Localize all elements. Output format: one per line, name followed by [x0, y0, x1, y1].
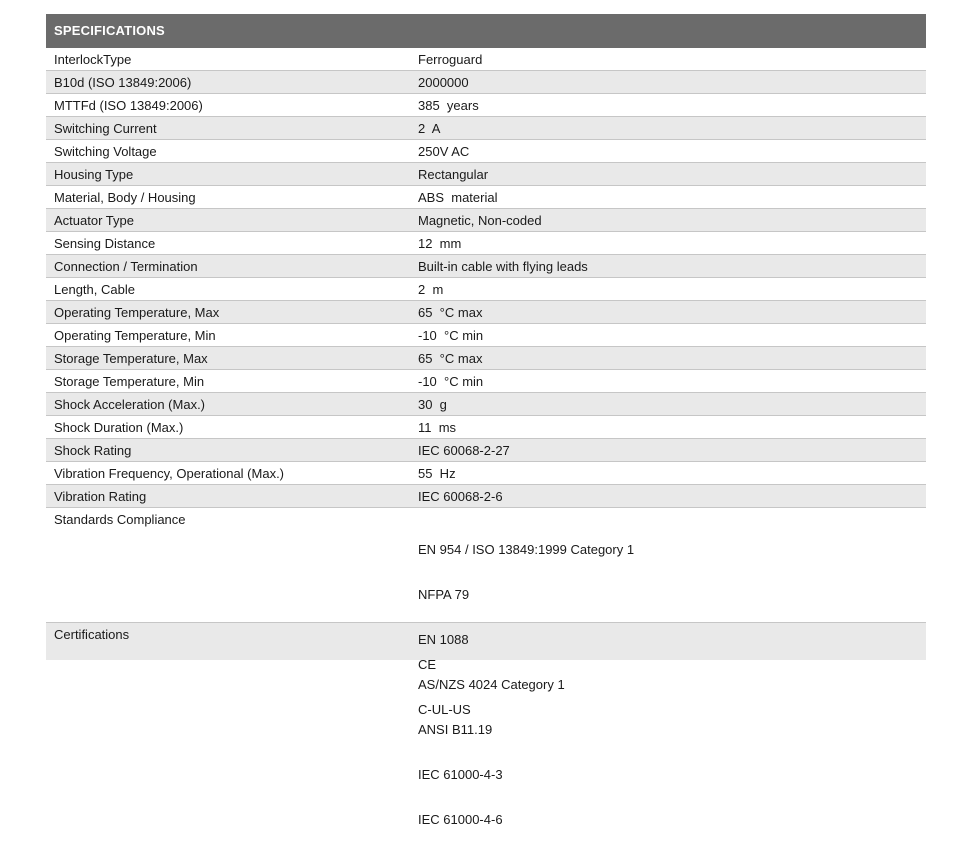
row-label: Length, Cable [54, 282, 135, 297]
specifications-table [46, 14, 926, 827]
table-row [46, 94, 926, 117]
row-value: ABS material [418, 190, 498, 205]
table-row [46, 255, 926, 278]
table-row [46, 232, 926, 255]
row-value: 30 g [418, 397, 447, 412]
table-row [46, 140, 926, 163]
row-label: Operating Temperature, Min [54, 328, 216, 343]
table-row [46, 186, 926, 209]
table-row [46, 347, 926, 370]
row-value: IEC 60068-2-27 [418, 443, 510, 458]
certification-line: CE [418, 657, 437, 672]
table-row [46, 416, 926, 439]
row-value: Ferroguard [418, 52, 483, 67]
row-value: 11 ms [418, 420, 457, 435]
row-value: Magnetic, Non-coded [418, 213, 542, 228]
row-label: Storage Temperature, Min [54, 374, 205, 389]
table-row [46, 370, 926, 393]
row-label: B10d (ISO 13849:2006) [54, 75, 192, 90]
table-row [46, 301, 926, 324]
standard-line: ANSI B11.19 [418, 722, 493, 737]
row-value: 385 years [418, 98, 479, 113]
row-label: Shock Acceleration (Max.) [54, 397, 206, 412]
row-value: 65 °C max [418, 351, 483, 366]
row-value: 250V AC [418, 144, 470, 159]
row-label: MTTFd (ISO 13849:2006) [54, 98, 203, 113]
row-value: -10 °C min [418, 328, 484, 343]
row-label: Switching Current [54, 121, 157, 136]
row-label: Shock Duration (Max.) [54, 420, 184, 435]
row-label: Actuator Type [54, 213, 134, 228]
table-row [46, 393, 926, 416]
row-label: Housing Type [54, 167, 134, 182]
row-label: InterlockType [54, 52, 132, 67]
table-row [46, 324, 926, 347]
table-row [46, 485, 926, 508]
table-row [46, 71, 926, 94]
row-value: 55 Hz [418, 466, 456, 481]
row-label: Storage Temperature, Max [54, 351, 208, 366]
row-value: 2000000 [418, 75, 469, 90]
table-row [46, 117, 926, 140]
table-row [46, 278, 926, 301]
standard-line: NFPA 79 [418, 587, 470, 602]
table-row [46, 48, 926, 71]
row-value: 65 °C max [418, 305, 483, 320]
row-label: Material, Body / Housing [54, 190, 196, 205]
row-label: Connection / Termination [54, 259, 198, 274]
table-row [46, 462, 926, 485]
certification-line: C-UL-US [418, 702, 471, 717]
row-label: Standards Compliance [54, 512, 186, 527]
row-label: Certifications [54, 627, 130, 642]
standard-line: AS/NZS 4024 Category 1 [418, 677, 565, 692]
row-label: Sensing Distance [54, 236, 156, 251]
specifications-header: SPECIFICATIONS [46, 14, 926, 48]
row-label: Switching Voltage [54, 144, 157, 159]
table-row [46, 439, 926, 462]
row-value: IEC 60068-2-6 [418, 489, 503, 504]
standard-line: IEC 61000-4-3 [418, 767, 503, 782]
row-label: Vibration Frequency, Operational (Max.) [54, 466, 285, 481]
row-value: 2 m [418, 282, 444, 297]
standard-line: EN 954 / ISO 13849:1999 Category 1 [418, 542, 635, 557]
row-value: Built-in cable with flying leads [418, 259, 588, 274]
row-value: 2 A [418, 121, 441, 136]
row-label: Operating Temperature, Max [54, 305, 220, 320]
row-label: Vibration Rating [54, 489, 147, 504]
table-row [46, 209, 926, 232]
standard-line: EN 1088 [418, 632, 469, 647]
table-row [46, 163, 926, 186]
row-label: Shock Rating [54, 443, 132, 458]
row-value: Rectangular [418, 167, 489, 182]
row-value: 12 mm [418, 236, 462, 251]
row-value: -10 °C min [418, 374, 484, 389]
standard-line: IEC 61000-4-6 [418, 812, 503, 827]
